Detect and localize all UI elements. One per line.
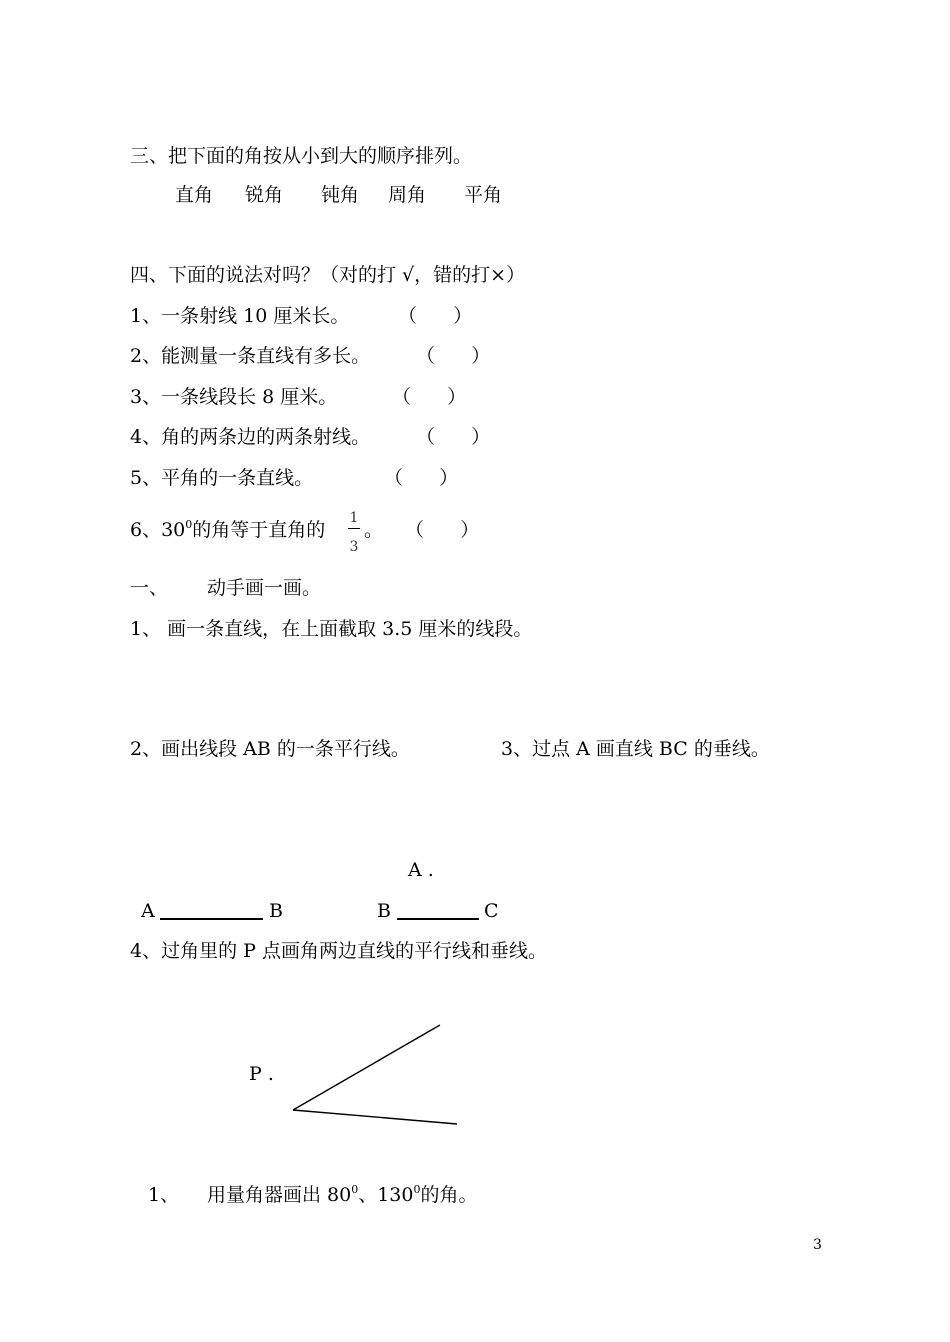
q5-text-1: 用量角器画出 80 bbox=[207, 1184, 352, 1206]
angle-upper-side bbox=[293, 1025, 440, 1110]
answer-paren-6[interactable]: （ ） bbox=[405, 519, 480, 541]
q5-degree-2: 0 bbox=[413, 1183, 421, 1196]
section4-title: 四、下面的说法对吗？（对的打 √，错的打×） bbox=[130, 264, 526, 286]
fraction-denominator: 3 bbox=[349, 539, 359, 555]
q5-degree-1: 0 bbox=[351, 1183, 359, 1196]
angle-right: 直角 bbox=[175, 184, 214, 206]
answer-paren-4[interactable]: （ ） bbox=[416, 426, 491, 448]
draw-section-title: 动手画一画。 bbox=[207, 577, 322, 599]
draw-section-number: 一、 bbox=[130, 577, 169, 599]
angle-lower-side bbox=[293, 1110, 457, 1124]
fraction-numerator: 1 bbox=[349, 510, 359, 526]
draw-question-1: 1、 画一条直线，在上面截取 3.5 厘米的线段。 bbox=[130, 618, 533, 640]
item6-prefix: 6、30 bbox=[130, 519, 186, 541]
draw-question-3: 3、过点 A 画直线 BC 的垂线。 bbox=[501, 738, 770, 760]
angle-full: 周角 bbox=[388, 184, 427, 206]
judge-item-2: 2、能测量一条直线有多长。 bbox=[130, 345, 371, 367]
angle-obtuse: 钝角 bbox=[321, 184, 360, 206]
judge-item-4: 4、角的两条边的两条射线。 bbox=[130, 426, 371, 448]
angle-acute: 锐角 bbox=[245, 184, 284, 206]
draw-question-5-number: 1、 bbox=[148, 1184, 180, 1206]
answer-paren-5[interactable]: （ ） bbox=[384, 467, 459, 489]
q5-text-2: 、130 bbox=[358, 1184, 414, 1206]
judge-item-5: 5、平角的一条直线。 bbox=[130, 467, 314, 489]
q5-text-3: 的角。 bbox=[420, 1184, 478, 1206]
answer-paren-1[interactable]: （ ） bbox=[398, 305, 473, 327]
segment-bc-right-label: C bbox=[484, 900, 499, 922]
segment-ab-right-label: B bbox=[269, 900, 283, 922]
point-a-label: A . bbox=[408, 859, 434, 881]
answer-paren-2[interactable]: （ ） bbox=[416, 345, 491, 367]
segment-ab-left-label: A bbox=[141, 900, 155, 922]
answer-paren-3[interactable]: （ ） bbox=[392, 386, 467, 408]
point-p-label: P . bbox=[249, 1063, 274, 1085]
item6-mid: 的角等于直角的 bbox=[192, 519, 326, 541]
page-number: 3 bbox=[813, 1237, 822, 1253]
degree-sup: 0 bbox=[185, 518, 193, 531]
judge-item-3: 3、一条线段长 8 厘米。 bbox=[130, 386, 338, 408]
draw-question-2: 2、画出线段 AB 的一条平行线。 bbox=[130, 738, 410, 760]
item6-end: 。 bbox=[364, 519, 384, 541]
judge-item-1: 1、一条射线 10 厘米长。 bbox=[130, 305, 350, 327]
angle-straight: 平角 bbox=[464, 184, 503, 206]
segment-bc-left-label: B bbox=[377, 900, 391, 922]
draw-question-5 bbox=[207, 1183, 478, 1206]
section3-title: 三、把下面的角按从小到大的顺序排列。 bbox=[130, 145, 473, 167]
draw-question-4: 4、过角里的 P 点画角两边直线的平行线和垂线。 bbox=[130, 940, 547, 962]
